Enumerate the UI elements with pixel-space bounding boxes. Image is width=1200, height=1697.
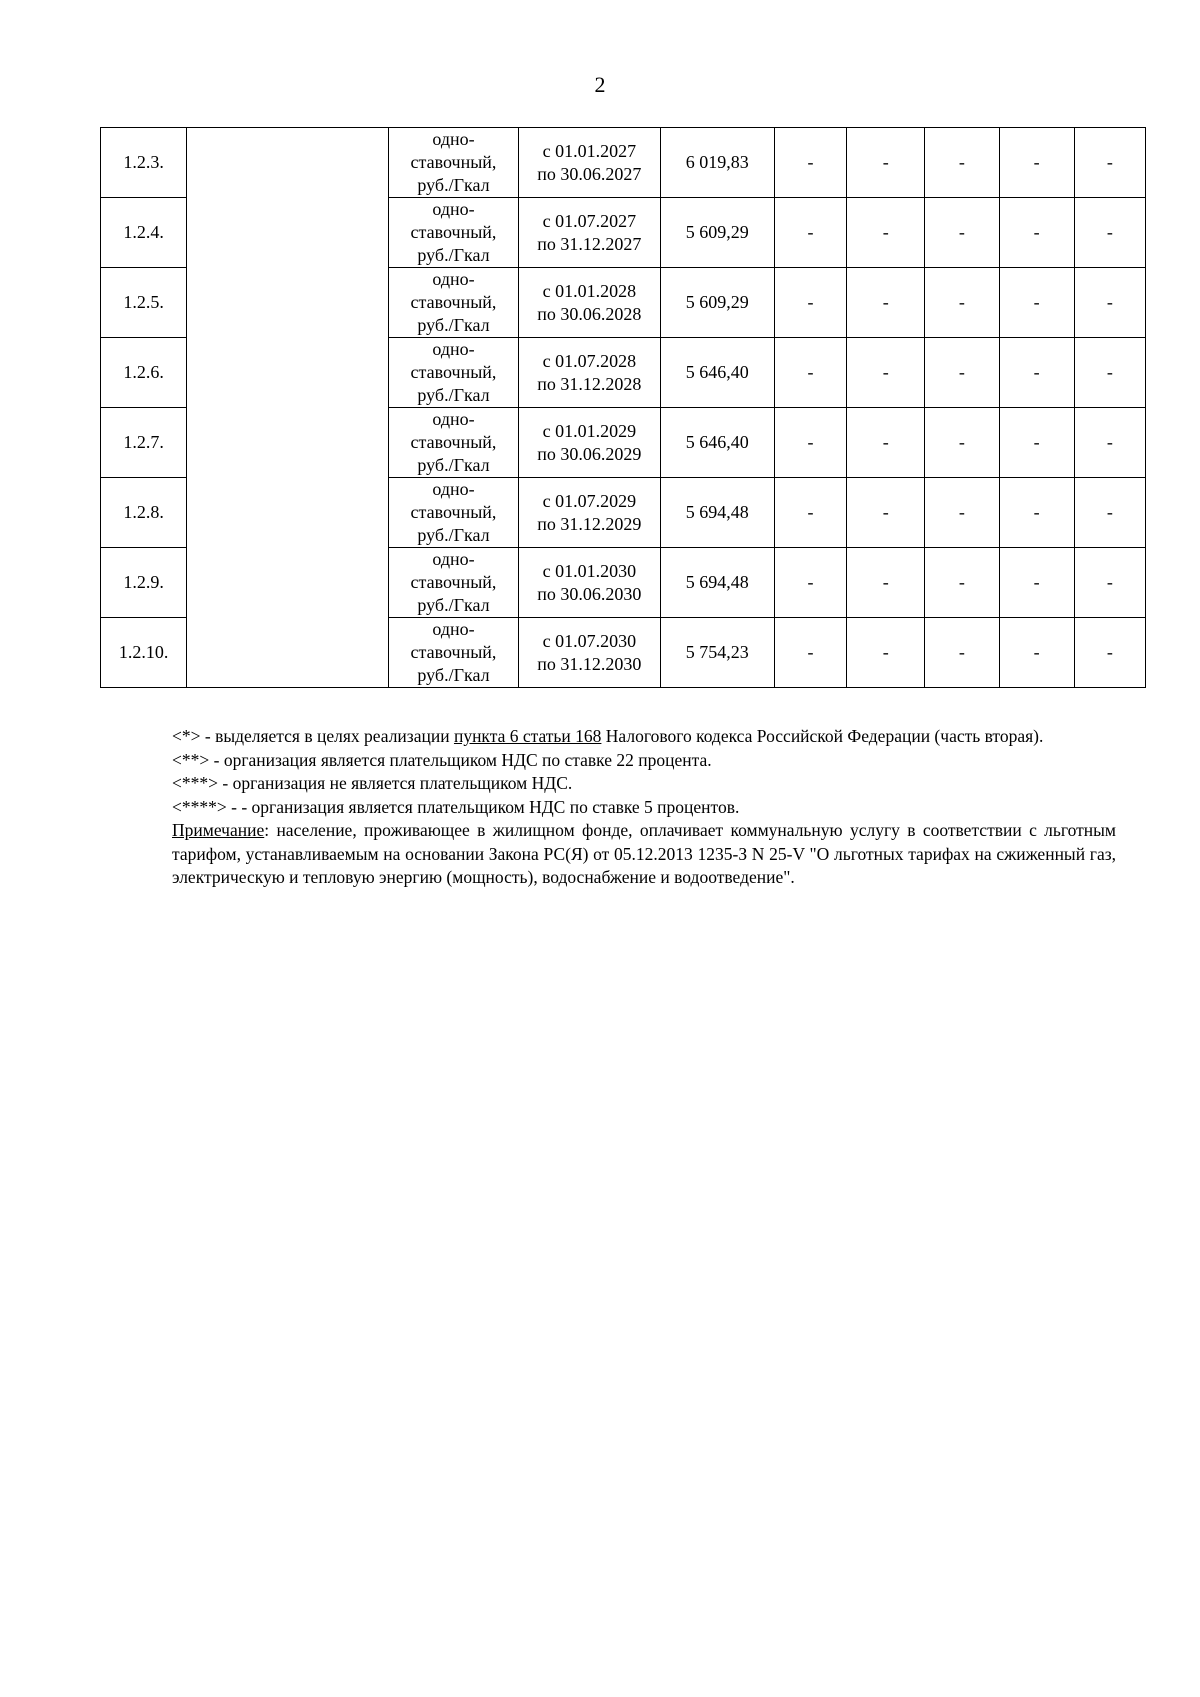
period-cell <box>519 408 660 478</box>
footnote-1-suffix: Налогового кодекса Российской Федерации (часть вторая). <box>601 726 1044 746</box>
unit-cell <box>388 128 518 198</box>
empty-value-dash: - <box>999 478 1074 548</box>
unit-cell <box>388 338 518 408</box>
unit-line: ставочный, <box>410 362 497 382</box>
unit-line: одно- <box>432 199 475 219</box>
footnote-1-text: <*> - выделяется в целях реализации <box>172 726 454 746</box>
period-from: с 01.01.2029 <box>542 420 637 441</box>
unit-line: ставочный, <box>410 502 497 522</box>
empty-value-dash: - <box>1074 268 1145 338</box>
footnote-3: <***> - организация не является плательщиком НДС. <box>172 773 573 793</box>
tariff-table <box>100 127 1146 688</box>
empty-value-dash: - <box>1074 548 1145 618</box>
period-to: по 31.12.2030 <box>537 653 642 674</box>
row-number: 1.2.8. <box>101 478 187 548</box>
period-from: с 01.07.2028 <box>542 350 637 371</box>
unit-line: руб./Гкал <box>417 175 490 195</box>
unit-line: одно- <box>432 619 475 639</box>
row-number: 1.2.9. <box>101 548 187 618</box>
period-cell <box>519 548 660 618</box>
empty-value-dash: - <box>774 478 846 548</box>
empty-value-dash: - <box>847 198 925 268</box>
unit-line: ставочный, <box>410 432 497 452</box>
unit-cell <box>388 408 518 478</box>
empty-value-dash: - <box>847 268 925 338</box>
period-cell <box>519 618 660 688</box>
empty-value-dash: - <box>847 128 925 198</box>
period-cell <box>519 268 660 338</box>
merged-name-cell <box>187 128 389 688</box>
unit-cell <box>388 268 518 338</box>
row-number: 1.2.3. <box>101 128 187 198</box>
period-to: по 30.06.2028 <box>537 303 642 324</box>
empty-value-dash: - <box>1074 198 1145 268</box>
unit-line: ставочный, <box>410 572 497 592</box>
empty-value-dash: - <box>999 198 1074 268</box>
empty-value-dash: - <box>847 618 925 688</box>
empty-value-dash: - <box>1074 618 1145 688</box>
unit-line: руб./Гкал <box>417 525 490 545</box>
empty-value-dash: - <box>999 618 1074 688</box>
empty-value-dash: - <box>774 128 846 198</box>
unit-line: одно- <box>432 129 475 149</box>
remark-text: : население, проживающее в жилищном фонде, оплачивает коммунальную услугу в соответствии с льготным тарифом, устанавливаемым на основании Закона РС(Я) от 05.12.2013 1235-З N 25-V "О льготных тарифах на сжиженный газ, электрическую и тепловую энергию (мощность), водоснабжение и водоотведение". <box>172 820 1116 887</box>
empty-value-dash: - <box>774 268 846 338</box>
empty-value-dash: - <box>925 268 999 338</box>
row-number: 1.2.7. <box>101 408 187 478</box>
unit-line: одно- <box>432 409 475 429</box>
table-row <box>101 128 1146 198</box>
unit-line: руб./Гкал <box>417 315 490 335</box>
row-number: 1.2.5. <box>101 268 187 338</box>
unit-line: одно- <box>432 269 475 289</box>
period-cell <box>519 478 660 548</box>
period-cell <box>519 338 660 408</box>
empty-value-dash: - <box>999 548 1074 618</box>
tariff-value: 5 694,48 <box>660 548 774 618</box>
unit-line: руб./Гкал <box>417 665 490 685</box>
empty-value-dash: - <box>1074 478 1145 548</box>
footnote-1 <box>172 725 1116 749</box>
unit-line: руб./Гкал <box>417 385 490 405</box>
empty-value-dash: - <box>925 548 999 618</box>
empty-value-dash: - <box>999 128 1074 198</box>
empty-value-dash: - <box>847 338 925 408</box>
unit-cell <box>388 548 518 618</box>
period-cell <box>519 128 660 198</box>
unit-line: ставочный, <box>410 292 497 312</box>
unit-line: одно- <box>432 339 475 359</box>
footnote-4: <****> - - организация является плательщиком НДС по ставке 5 процентов. <box>172 796 740 817</box>
tariff-value: 5 646,40 <box>660 408 774 478</box>
empty-value-dash: - <box>774 338 846 408</box>
period-to: по 30.06.2027 <box>537 163 642 184</box>
empty-value-dash: - <box>774 408 846 478</box>
unit-line: одно- <box>432 549 475 569</box>
empty-value-dash: - <box>999 408 1074 478</box>
empty-value-dash: - <box>925 618 999 688</box>
empty-value-dash: - <box>925 408 999 478</box>
period-from: с 01.07.2027 <box>542 210 637 231</box>
period-from: с 01.07.2030 <box>542 630 637 651</box>
row-number: 1.2.6. <box>101 338 187 408</box>
unit-line: одно- <box>432 479 475 499</box>
tariff-value: 5 694,48 <box>660 478 774 548</box>
remark <box>172 819 1116 890</box>
unit-line: ставочный, <box>410 642 497 662</box>
period-cell <box>519 198 660 268</box>
period-from: с 01.07.2029 <box>542 490 637 511</box>
footnote-2: <**> - организация является плательщиком НДС по ставке 22 процента. <box>172 749 712 770</box>
empty-value-dash: - <box>847 478 925 548</box>
period-to: по 31.12.2028 <box>537 373 642 394</box>
empty-value-dash: - <box>999 338 1074 408</box>
empty-value-dash: - <box>925 338 999 408</box>
empty-value-dash: - <box>925 198 999 268</box>
empty-value-dash: - <box>774 548 846 618</box>
period-from: с 01.01.2028 <box>542 280 637 301</box>
period-from: с 01.01.2030 <box>542 560 637 581</box>
tariff-value: 5 754,23 <box>660 618 774 688</box>
unit-cell <box>388 478 518 548</box>
period-to: по 30.06.2029 <box>537 443 642 464</box>
period-to: по 31.12.2027 <box>537 233 642 254</box>
tax-code-link[interactable]: пункта 6 статьи 168 <box>453 726 602 746</box>
footnotes <box>172 725 1116 890</box>
empty-value-dash: - <box>847 408 925 478</box>
unit-line: руб./Гкал <box>417 455 490 475</box>
empty-value-dash: - <box>774 618 846 688</box>
empty-value-dash: - <box>1074 408 1145 478</box>
empty-value-dash: - <box>774 198 846 268</box>
empty-value-dash: - <box>1074 338 1145 408</box>
unit-cell <box>388 198 518 268</box>
remark-label: Примечание <box>172 820 265 840</box>
row-number: 1.2.10. <box>101 618 187 688</box>
period-to: по 30.06.2030 <box>537 583 642 604</box>
tariff-value: 6 019,83 <box>660 128 774 198</box>
tariff-value: 5 609,29 <box>660 198 774 268</box>
empty-value-dash: - <box>925 478 999 548</box>
unit-line: ставочный, <box>410 222 497 242</box>
empty-value-dash: - <box>1074 128 1145 198</box>
empty-value-dash: - <box>999 268 1074 338</box>
unit-cell <box>388 618 518 688</box>
tariff-value: 5 609,29 <box>660 268 774 338</box>
unit-line: руб./Гкал <box>417 595 490 615</box>
row-number: 1.2.4. <box>101 198 187 268</box>
tariff-table-body <box>101 128 1146 688</box>
period-to: по 31.12.2029 <box>537 513 642 534</box>
tariff-value: 5 646,40 <box>660 338 774 408</box>
empty-value-dash: - <box>847 548 925 618</box>
period-from: с 01.01.2027 <box>542 140 637 161</box>
empty-value-dash: - <box>925 128 999 198</box>
page-number: 2 <box>594 72 606 97</box>
unit-line: руб./Гкал <box>417 245 490 265</box>
unit-line: ставочный, <box>410 152 497 172</box>
